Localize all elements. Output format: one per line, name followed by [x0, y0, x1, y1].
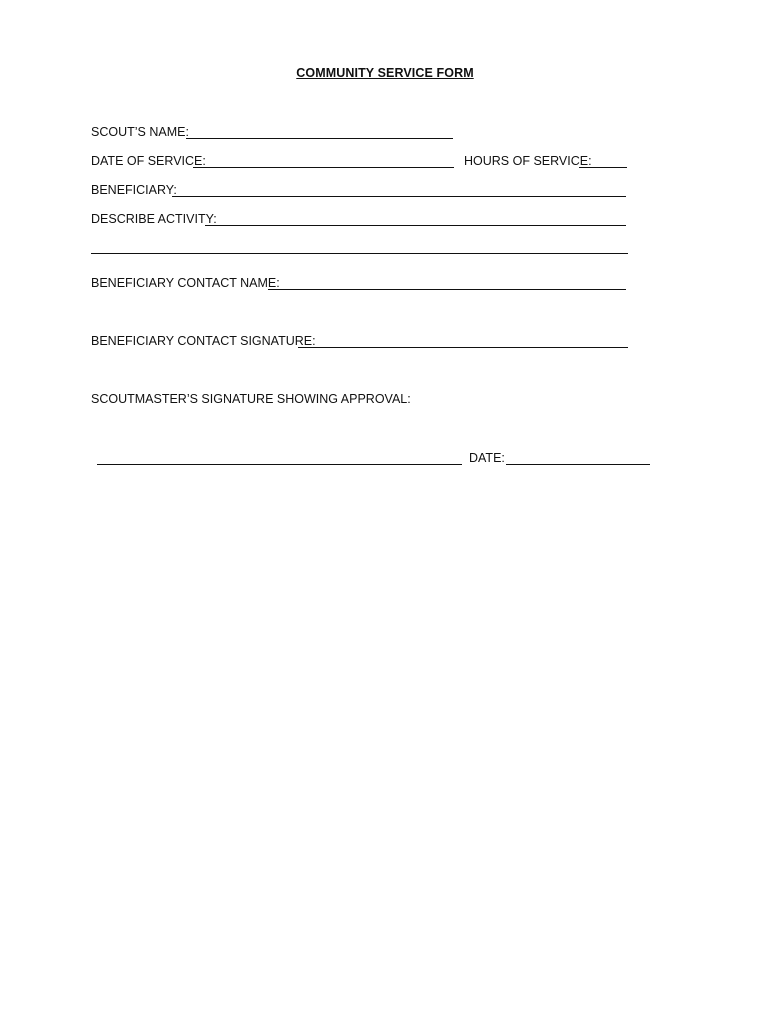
date-field[interactable]: [506, 464, 650, 465]
beneficiary-label: BENEFICIARY:: [91, 183, 177, 197]
beneficiary-contact-signature-field[interactable]: [298, 347, 628, 348]
hours-of-service-label: HOURS OF SERVICE:: [464, 154, 592, 168]
form-title: COMMUNITY SERVICE FORM: [296, 66, 474, 80]
scouts-name-label: SCOUT’S NAME:: [91, 125, 189, 139]
scouts-name-field[interactable]: [186, 138, 453, 139]
beneficiary-contact-name-label: BENEFICIARY CONTACT NAME:: [91, 276, 280, 290]
date-of-service-label: DATE OF SERVICE:: [91, 154, 206, 168]
describe-activity-field-line-2[interactable]: [91, 253, 628, 254]
beneficiary-contact-name-field[interactable]: [268, 289, 626, 290]
hours-of-service-field[interactable]: [579, 167, 627, 168]
date-of-service-field[interactable]: [193, 167, 454, 168]
scoutmaster-signature-label: SCOUTMASTER’S SIGNATURE SHOWING APPROVAL:: [91, 392, 411, 406]
describe-activity-field[interactable]: [205, 225, 626, 226]
beneficiary-field[interactable]: [172, 196, 626, 197]
describe-activity-label: DESCRIBE ACTIVITY:: [91, 212, 217, 226]
date-label: DATE:: [469, 451, 505, 465]
scoutmaster-signature-field[interactable]: [97, 464, 462, 465]
beneficiary-contact-signature-label: BENEFICIARY CONTACT SIGNATURE:: [91, 334, 316, 348]
